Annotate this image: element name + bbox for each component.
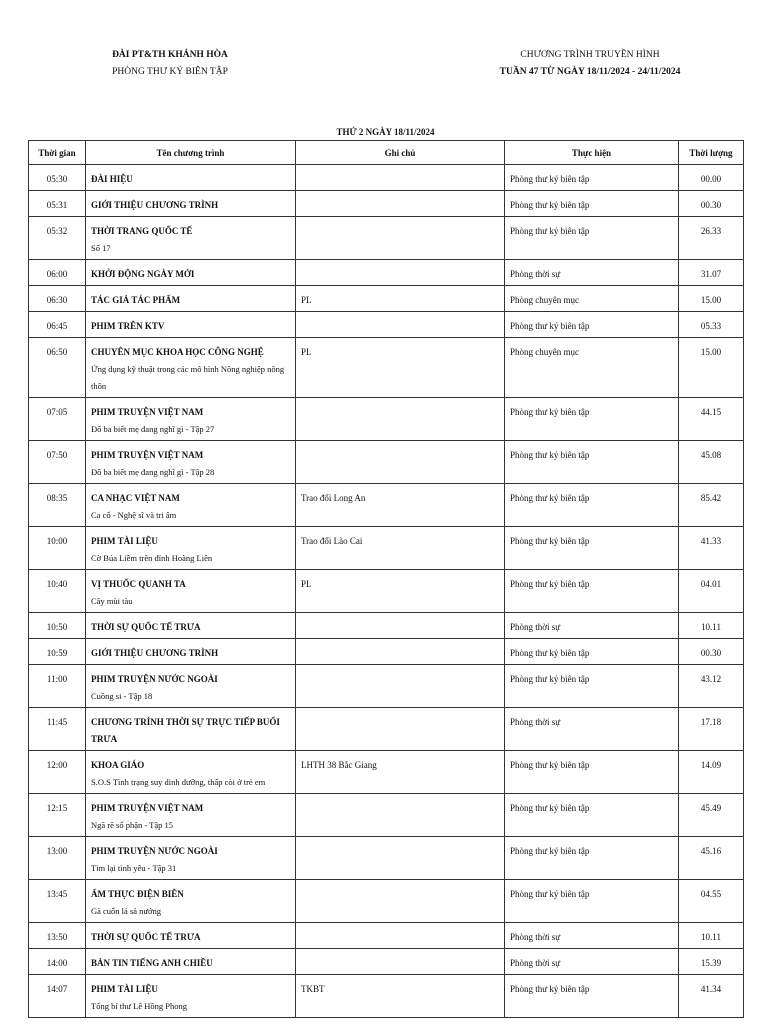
- duration-cell: 10.11: [679, 613, 744, 639]
- note-cell: [296, 880, 505, 923]
- time-cell: 05:30: [29, 165, 86, 191]
- program-name: GIỚI THIỆU CHƯƠNG TRÌNH: [91, 200, 219, 210]
- executor-cell: Phòng thời sự: [505, 923, 679, 949]
- executor-cell: Phòng thư ký biên tập: [505, 527, 679, 570]
- executor-cell: Phòng thư ký biên tập: [505, 751, 679, 794]
- program-cell: [86, 260, 296, 286]
- column-header-executor: Thực hiện: [505, 141, 679, 165]
- table-row: [29, 217, 744, 260]
- executor-cell: Phòng thư ký biên tập: [505, 570, 679, 613]
- program-name: ĐÀI HIỆU: [91, 174, 133, 184]
- note-cell: [296, 312, 505, 338]
- station-header: [80, 47, 260, 81]
- duration-cell: 05.33: [679, 312, 744, 338]
- program-name: KHOA GIÁO: [91, 760, 145, 770]
- executor-cell: Phòng thư ký biên tập: [505, 837, 679, 880]
- table-row: [29, 751, 744, 794]
- schedule-header: [470, 47, 710, 81]
- time-cell: 13:50: [29, 923, 86, 949]
- duration-cell: 31.07: [679, 260, 744, 286]
- program-name: ẨM THỰC ĐIỆN BIÊN: [91, 889, 184, 899]
- executor-cell: Phòng chuyên mục: [505, 338, 679, 398]
- program-name: PHIM TRUYỆN VIỆT NAM: [91, 407, 204, 417]
- duration-cell: 43.12: [679, 665, 744, 708]
- duration-cell: 04.55: [679, 880, 744, 923]
- program-name: THỜI SỰ QUỐC TẾ TRƯA: [91, 622, 201, 632]
- program-cell: [86, 975, 296, 1018]
- table-row: [29, 837, 744, 880]
- table-row: [29, 665, 744, 708]
- column-header-program: Tên chương trình: [86, 141, 296, 165]
- program-cell: [86, 165, 296, 191]
- time-cell: 07:05: [29, 398, 86, 441]
- executor-cell: Phòng thư ký biên tập: [505, 794, 679, 837]
- note-cell: PL: [296, 286, 505, 312]
- program-name: PHIM TRUYỆN NƯỚC NGOÀI: [91, 846, 218, 856]
- program-name: THỜI SỰ QUỐC TẾ TRƯA: [91, 932, 201, 942]
- table-row: [29, 484, 744, 527]
- program-subtitle: Tổng bí thư Lê Hồng Phong: [91, 1001, 187, 1011]
- program-subtitle: S.O.S Tình trạng suy dinh dưỡng, thấp còi ở trẻ em: [91, 777, 266, 787]
- time-cell: 14:00: [29, 949, 86, 975]
- program-cell: [86, 639, 296, 665]
- executor-cell: Phòng thời sự: [505, 613, 679, 639]
- program-cell: [86, 484, 296, 527]
- program-cell: [86, 880, 296, 923]
- executor-cell: Phòng thư ký biên tập: [505, 975, 679, 1018]
- duration-cell: 15.39: [679, 949, 744, 975]
- executor-cell: Phòng thư ký biên tập: [505, 165, 679, 191]
- duration-cell: 85.42: [679, 484, 744, 527]
- time-cell: 10:00: [29, 527, 86, 570]
- executor-cell: Phòng thư ký biên tập: [505, 484, 679, 527]
- column-header-time: Thời gian: [29, 141, 86, 165]
- program-name: THỜI TRANG QUỐC TẾ: [91, 226, 193, 236]
- note-cell: [296, 165, 505, 191]
- note-cell: [296, 639, 505, 665]
- executor-cell: Phòng thư ký biên tập: [505, 880, 679, 923]
- program-subtitle: Ca cổ - Nghệ sĩ và tri âm: [91, 510, 177, 520]
- duration-cell: 04.01: [679, 570, 744, 613]
- department-name: PHÒNG THƯ KÝ BIÊN TẬP: [112, 67, 228, 77]
- note-cell: [296, 613, 505, 639]
- duration-cell: 45.16: [679, 837, 744, 880]
- note-cell: Trao đổi Long An: [296, 484, 505, 527]
- time-cell: 10:40: [29, 570, 86, 613]
- schedule-title: CHƯƠNG TRÌNH TRUYỀN HÌNH: [520, 50, 660, 60]
- table-header-row: [29, 141, 744, 165]
- program-cell: [86, 613, 296, 639]
- duration-cell: 26.33: [679, 217, 744, 260]
- program-cell: [86, 837, 296, 880]
- table-row: [29, 794, 744, 837]
- time-cell: 12:15: [29, 794, 86, 837]
- table-row: [29, 527, 744, 570]
- time-cell: 11:45: [29, 708, 86, 751]
- executor-cell: Phòng thời sự: [505, 949, 679, 975]
- program-subtitle: Số 17: [91, 243, 111, 253]
- executor-cell: Phòng thư ký biên tập: [505, 191, 679, 217]
- program-cell: [86, 794, 296, 837]
- program-subtitle: Đố ba biết mẹ đang nghĩ gì - Tập 27: [91, 424, 215, 434]
- note-cell: [296, 837, 505, 880]
- time-cell: 05:32: [29, 217, 86, 260]
- program-subtitle: Cờ Búa Liềm trên đỉnh Hoàng Liên: [91, 553, 213, 563]
- program-cell: [86, 338, 296, 398]
- table-row: [29, 570, 744, 613]
- table-row: [29, 398, 744, 441]
- program-cell: [86, 191, 296, 217]
- duration-cell: 15.00: [679, 286, 744, 312]
- table-row: [29, 260, 744, 286]
- duration-cell: 00.30: [679, 639, 744, 665]
- time-cell: 12:00: [29, 751, 86, 794]
- program-cell: [86, 527, 296, 570]
- duration-cell: 41.34: [679, 975, 744, 1018]
- time-cell: 05:31: [29, 191, 86, 217]
- table-row: [29, 708, 744, 751]
- note-cell: [296, 260, 505, 286]
- table-row: [29, 441, 744, 484]
- program-name: BẢN TIN TIẾNG ANH CHIỀU: [91, 958, 213, 968]
- table-row: [29, 639, 744, 665]
- duration-cell: 41.33: [679, 527, 744, 570]
- program-cell: [86, 441, 296, 484]
- duration-cell: 44.15: [679, 398, 744, 441]
- time-cell: 13:45: [29, 880, 86, 923]
- program-cell: [86, 923, 296, 949]
- program-name: CHUYÊN MỤC KHOA HỌC CÔNG NGHỆ: [91, 347, 264, 357]
- note-cell: [296, 794, 505, 837]
- program-name: PHIM TRUYỆN VIỆT NAM: [91, 450, 204, 460]
- program-cell: [86, 312, 296, 338]
- program-subtitle: Cuồng si - Tập 18: [91, 691, 153, 701]
- time-cell: 10:50: [29, 613, 86, 639]
- program-name: CHƯƠNG TRÌNH THỜI SỰ TRỰC TIẾP BUỔI TRƯA: [91, 717, 280, 744]
- program-name: PHIM TRUYỆN VIỆT NAM: [91, 803, 204, 813]
- program-subtitle: Ngã rẽ số phận - Tập 15: [91, 820, 173, 830]
- schedule-week: TUẦN 47 TỪ NGÀY 18/11/2024 - 24/11/2024: [499, 67, 681, 77]
- program-cell: [86, 398, 296, 441]
- duration-cell: 15.00: [679, 338, 744, 398]
- program-name: TÁC GIẢ TÁC PHẨM: [91, 295, 181, 305]
- program-name: GIỚI THIỆU CHƯƠNG TRÌNH: [91, 648, 219, 658]
- time-cell: 06:30: [29, 286, 86, 312]
- time-cell: 06:50: [29, 338, 86, 398]
- note-cell: PL: [296, 338, 505, 398]
- note-cell: [296, 398, 505, 441]
- time-cell: 07:50: [29, 441, 86, 484]
- day-title: THỨ 2 NGÀY 18/11/2024: [336, 127, 435, 137]
- table-row: [29, 286, 744, 312]
- program-subtitle: Đố ba biết mẹ đang nghĩ gì - Tập 28: [91, 467, 215, 477]
- duration-cell: 10.11: [679, 923, 744, 949]
- time-cell: 13:00: [29, 837, 86, 880]
- note-cell: [296, 217, 505, 260]
- table-row: [29, 191, 744, 217]
- duration-cell: 45.08: [679, 441, 744, 484]
- program-subtitle: Gà cuốn lá sả nướng: [91, 906, 162, 916]
- program-subtitle: Tìm lại tình yêu - Tập 31: [91, 863, 177, 873]
- executor-cell: Phòng thư ký biên tập: [505, 398, 679, 441]
- note-cell: [296, 708, 505, 751]
- executor-cell: Phòng thư ký biên tập: [505, 639, 679, 665]
- table-row: [29, 923, 744, 949]
- program-cell: [86, 286, 296, 312]
- table-row: [29, 949, 744, 975]
- column-header-duration: Thời lượng: [679, 141, 744, 165]
- time-cell: 08:35: [29, 484, 86, 527]
- station-name: ĐÀI PT&TH KHÁNH HÒA: [112, 50, 228, 60]
- time-cell: 14:07: [29, 975, 86, 1018]
- duration-cell: 00.00: [679, 165, 744, 191]
- schedule-table: [28, 140, 744, 1018]
- program-name: PHIM TRÊN KTV: [91, 321, 165, 331]
- time-cell: 06:45: [29, 312, 86, 338]
- duration-cell: 14.09: [679, 751, 744, 794]
- program-cell: [86, 570, 296, 613]
- program-name: CA NHẠC VIỆT NAM: [91, 493, 180, 503]
- program-subtitle: Ứng dụng kỹ thuật trong các mô hình Nông nghiệp nông thôn: [91, 364, 285, 391]
- program-name: KHỞI ĐỘNG NGÀY MỚI: [91, 269, 195, 279]
- program-cell: [86, 665, 296, 708]
- program-name: VỊ THUỐC QUANH TA: [91, 579, 186, 589]
- note-cell: [296, 923, 505, 949]
- time-cell: 10:59: [29, 639, 86, 665]
- schedule-body: [29, 165, 744, 1018]
- duration-cell: 00.30: [679, 191, 744, 217]
- time-cell: 11:00: [29, 665, 86, 708]
- program-cell: [86, 949, 296, 975]
- column-header-note: Ghi chú: [296, 141, 505, 165]
- time-cell: 06:00: [29, 260, 86, 286]
- note-cell: LHTH 38 Bắc Giang: [296, 751, 505, 794]
- program-cell: [86, 751, 296, 794]
- table-row: [29, 165, 744, 191]
- program-name: PHIM TRUYỆN NƯỚC NGOÀI: [91, 674, 218, 684]
- duration-cell: 45.49: [679, 794, 744, 837]
- table-row: [29, 975, 744, 1018]
- table-row: [29, 613, 744, 639]
- table-row: [29, 880, 744, 923]
- executor-cell: Phòng thời sự: [505, 260, 679, 286]
- note-cell: PL: [296, 570, 505, 613]
- note-cell: [296, 441, 505, 484]
- program-cell: [86, 708, 296, 751]
- executor-cell: Phòng thư ký biên tập: [505, 665, 679, 708]
- note-cell: [296, 949, 505, 975]
- note-cell: [296, 665, 505, 708]
- note-cell: TKBT: [296, 975, 505, 1018]
- executor-cell: Phòng thư ký biên tập: [505, 217, 679, 260]
- program-name: PHIM TÀI LIỆU: [91, 536, 158, 546]
- executor-cell: Phòng thời sự: [505, 708, 679, 751]
- executor-cell: Phòng chuyên mục: [505, 286, 679, 312]
- note-cell: Trao đổi Lào Cai: [296, 527, 505, 570]
- executor-cell: Phòng thư ký biên tập: [505, 441, 679, 484]
- program-name: PHIM TÀI LIỆU: [91, 984, 158, 994]
- executor-cell: Phòng thư ký biên tập: [505, 312, 679, 338]
- program-subtitle: Cây mùi tàu: [91, 596, 133, 606]
- program-cell: [86, 217, 296, 260]
- note-cell: [296, 191, 505, 217]
- duration-cell: 17.18: [679, 708, 744, 751]
- table-row: [29, 338, 744, 398]
- table-row: [29, 312, 744, 338]
